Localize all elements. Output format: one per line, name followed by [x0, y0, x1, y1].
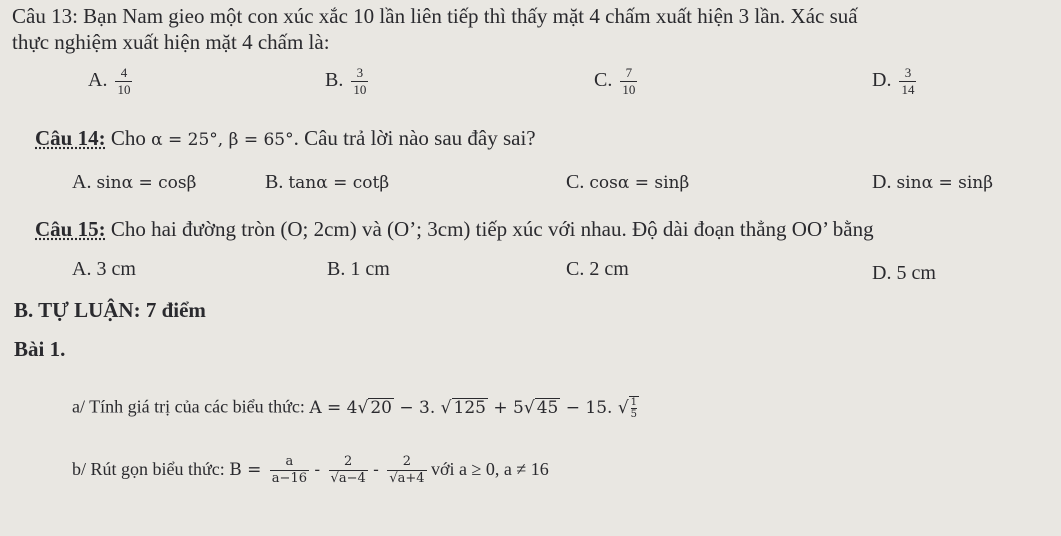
fraction: $\frac{2}{√a-4}$ — [330, 454, 366, 486]
q13-option-c: C. $\frac{7}{10}$ — [594, 65, 636, 97]
fraction: $\frac{3}{10}$ — [353, 65, 367, 97]
exercise-1-heading: Bài 1. — [14, 337, 66, 361]
exercise-1b — [72, 455, 549, 486]
expression-b: B = $\frac{a}{a-16}$ - $\frac{2}{√a-4}$ - $\frac{2}{√a+4}$ — [229, 454, 425, 486]
q14-option-a: A. sinα = cosβ — [72, 171, 197, 193]
question-13-line-2 — [12, 30, 330, 55]
sqrt-fraction: $\frac{1}{5}$ — [630, 397, 638, 420]
question-15-heading: Câu 15: — [35, 217, 106, 241]
q14-option-d: D. sinα = sinβ — [872, 171, 994, 193]
q15-option-b: B. 1 cm — [327, 258, 390, 280]
question-14-text: . Câu trả lời nào sau đây sai? — [293, 126, 536, 150]
q15-option-c: C. 2 cm — [566, 258, 629, 280]
q15-option-d: D. 5 cm — [872, 262, 936, 284]
exercise-1b-condition: với a ≥ 0, a ≠ 16 — [426, 459, 549, 479]
question-14: Câu 14: Cho α = 25°, β = 65°. Câu trả lời nào sau đây sai? — [35, 126, 536, 150]
question-15-text: Cho hai đường tròn (O; 2cm) và (O’; 3cm) tiếp xúc với nhau. Độ dài đoạn thẳng OO’ bằng — [105, 217, 874, 241]
fraction: $\frac{a}{a-16}$ — [271, 454, 307, 486]
question-13-line-1 — [12, 4, 858, 29]
q13-option-b: B. $\frac{3}{10}$ — [325, 65, 367, 97]
question-15 — [35, 217, 874, 242]
q13-option-a: A. $\frac{4}{10}$ — [88, 65, 131, 97]
exercise-1b-text: b/ Rút gọn biểu thức: — [72, 459, 230, 479]
fraction: $\frac{2}{√a+4}$ — [389, 454, 425, 486]
q14-option-b: B. tanα = cotβ — [265, 171, 390, 193]
fraction: $\frac{3}{14}$ — [901, 65, 915, 97]
question-14-heading: Câu 14: — [35, 126, 106, 150]
question-13-text-cont: thực nghiệm xuất hiện mặt 4 chấm là: — [12, 30, 330, 54]
q15-option-a: A. 3 cm — [72, 258, 136, 280]
question-14-condition: α = 25°, β = 65° — [151, 130, 294, 150]
question-13-text: Câu 13: Bạn Nam gieo một con xúc xắc 10 lần liên tiếp thì thấy mặt 4 chấm xuất hiện 3 lần. Xác suấ — [12, 4, 858, 28]
fraction: $\frac{4}{10}$ — [117, 65, 131, 97]
q14-option-c: C. cosα = sinβ — [566, 171, 690, 193]
q13-option-d: D. $\frac{3}{14}$ — [872, 65, 915, 97]
fraction: $\frac{7}{10}$ — [622, 65, 636, 97]
section-heading: B. TỰ LUẬN: 7 điểm — [14, 298, 206, 322]
exercise-1a-text: a/ Tính giá trị của các biểu thức: — [72, 396, 310, 417]
expression-a: A = 4√ 20 − 3. √ 125 + 5√ 45 − 15. √ $\frac{1}{5}$ — [309, 397, 638, 420]
exercise-1a — [72, 396, 639, 420]
